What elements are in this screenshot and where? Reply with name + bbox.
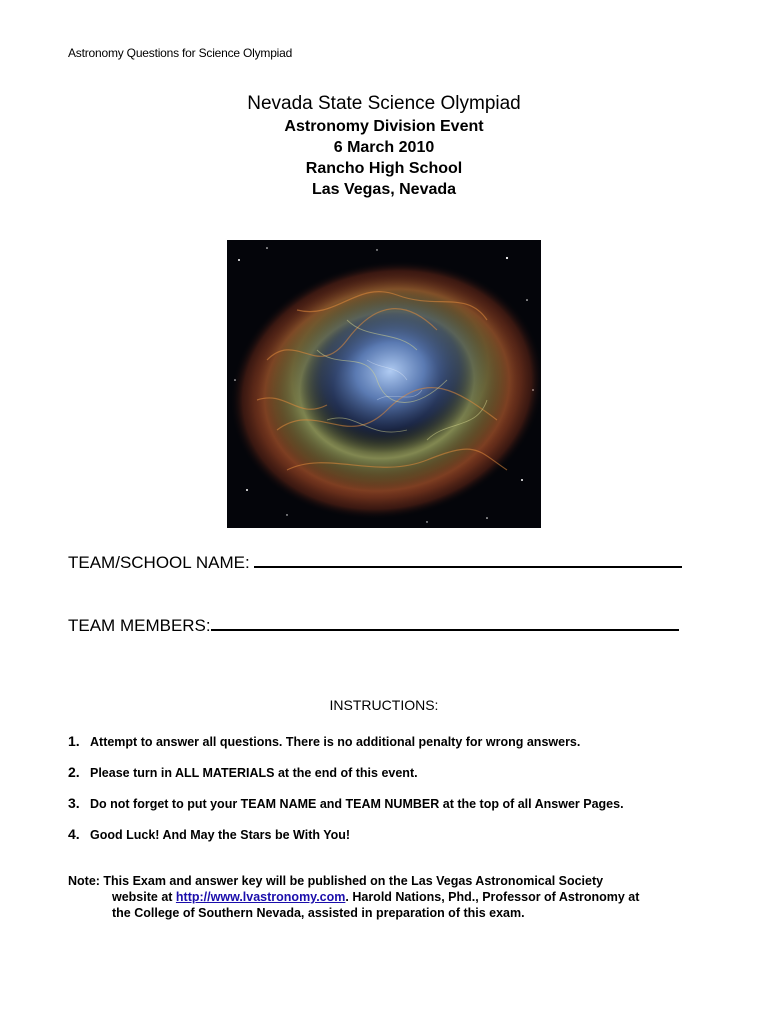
page-title: Nevada State Science Olympiad	[247, 93, 521, 114]
team-school-blank[interactable]	[254, 552, 682, 568]
publication-note	[68, 873, 718, 921]
note-line-2	[68, 889, 718, 905]
item-number: 2.	[68, 764, 80, 780]
team-members-label: TEAM MEMBERS:	[68, 616, 211, 635]
running-header: Astronomy Questions for Science Olympiad	[68, 46, 293, 60]
event-name: Astronomy Division Event	[284, 118, 484, 135]
item-number: 4.	[68, 826, 80, 842]
instructions-list	[68, 733, 624, 857]
event-date: 6 March 2010	[333, 139, 435, 156]
item-text: Please turn in ALL MATERIALS at the end of this event.	[90, 766, 418, 780]
note-last-line: the College of Southern Nevada, assisted in preparation of this exam.	[112, 906, 525, 920]
item-text: Attempt to answer all questions. There is no additional penalty for wrong answers.	[90, 735, 581, 749]
team-members-field	[68, 615, 679, 636]
note-lead: Note: This Exam and answer key will be published on the Las Vegas Astronomical Society	[68, 874, 604, 888]
item-number: 3.	[68, 795, 80, 811]
website-link[interactable]: http://www.lvastronomy.com	[175, 890, 346, 904]
item-number: 1.	[68, 733, 80, 749]
note-website-prefix: website at	[112, 890, 176, 904]
title-block	[0, 92, 768, 200]
crab-nebula-image	[227, 240, 541, 528]
item-text: Good Luck! And May the Stars be With You!	[90, 828, 351, 842]
team-school-field	[68, 552, 682, 573]
event-school: Rancho High School	[305, 160, 463, 177]
note-after-link: . Harold Nations, Phd., Professor of Astronomy at	[345, 890, 640, 904]
team-school-label: TEAM/SCHOOL NAME:	[68, 553, 255, 572]
item-text: Do not forget to put your TEAM NAME and TEAM NUMBER at the top of all Answer Pages.	[90, 797, 624, 811]
list-item	[68, 795, 624, 826]
team-members-blank[interactable]	[211, 615, 679, 631]
event-location: Las Vegas, Nevada	[311, 181, 457, 198]
instructions-heading: INSTRUCTIONS:	[329, 697, 439, 713]
list-item	[68, 733, 624, 764]
list-item	[68, 826, 624, 857]
list-item	[68, 764, 624, 795]
